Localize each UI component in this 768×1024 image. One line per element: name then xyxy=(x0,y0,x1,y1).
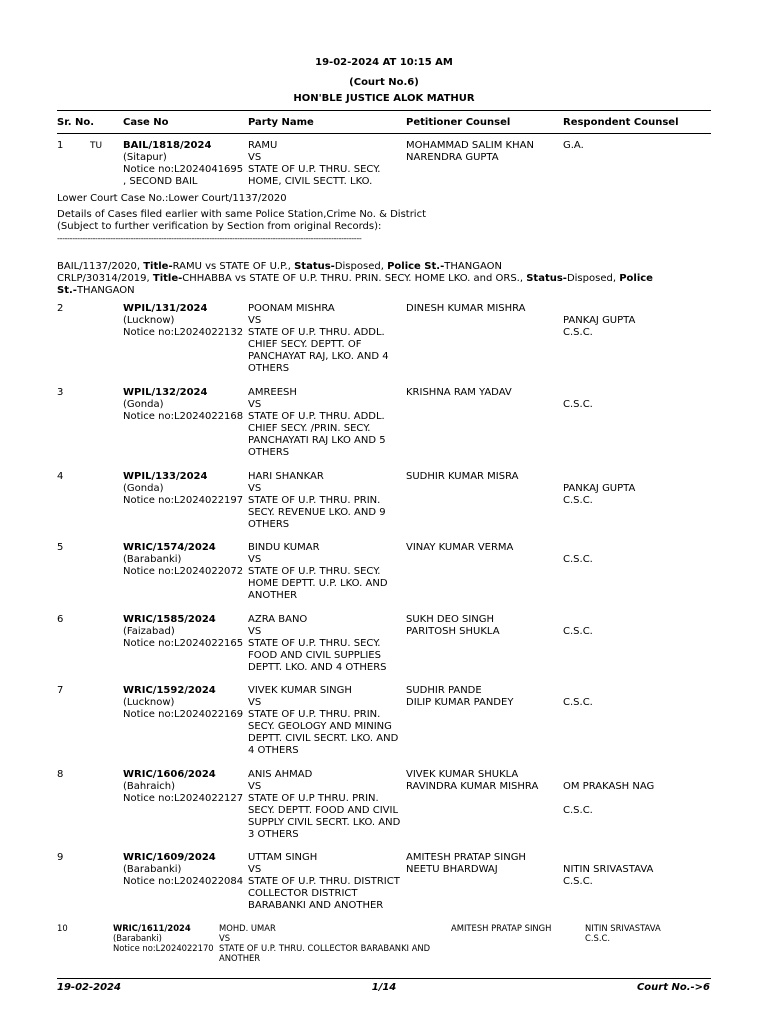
court-number: (Court No.6) xyxy=(349,77,419,88)
police-label: Police xyxy=(619,273,653,284)
petitioner-cell xyxy=(406,614,500,638)
case-no-cell xyxy=(113,923,214,953)
earlier-case-1 xyxy=(57,261,502,273)
respondent-cell xyxy=(563,315,635,339)
party-line: POONAM MISHRA xyxy=(248,303,335,314)
col-case-no: Case No xyxy=(123,117,169,128)
earlier-details-note: (Subject to further verification by Section from original Records): xyxy=(57,221,382,232)
case-number: BAIL/1818/2024 xyxy=(123,140,212,151)
respondent-cell xyxy=(585,923,661,943)
status-label: Status- xyxy=(294,261,335,272)
party-line: STATE OF U.P. THRU. SECY. xyxy=(248,164,381,175)
case-tag: TU xyxy=(90,141,103,151)
respondent-line: C.S.C. xyxy=(563,876,593,887)
case-number: WRIC/1574/2024 xyxy=(123,542,216,553)
case-no-cell xyxy=(123,852,243,888)
party-line: SECY. REVENUE LKO. AND 9 xyxy=(248,507,386,518)
case-district: (Sitapur) xyxy=(123,152,167,163)
party-line: 4 OTHERS xyxy=(248,745,299,756)
case-district: (Lucknow) xyxy=(123,697,175,708)
petitioner-line: DINESH KUMAR MISHRA xyxy=(406,303,526,314)
party-line: VS xyxy=(219,933,231,943)
respondent-line: C.S.C. xyxy=(563,626,593,637)
party-line: VS xyxy=(248,399,262,410)
case-notice: Notice no:L2024022168 xyxy=(123,411,244,422)
footer-court: Court No.->6 xyxy=(636,982,710,993)
party-cell xyxy=(248,852,400,912)
party-line: STATE OF U.P. THRU. SECY. xyxy=(248,638,381,649)
petitioner-cell xyxy=(451,923,551,933)
party-line: CHIEF SECY. /PRIN. SECY. xyxy=(248,423,371,434)
party-line: COLLECTOR DISTRICT xyxy=(248,888,358,899)
earlier-case-2 xyxy=(57,273,653,285)
respondent-cell xyxy=(563,399,593,411)
petitioner-line: KRISHNA RAM YADAV xyxy=(406,387,512,398)
respondent-line: C.S.C. xyxy=(585,933,610,943)
case-number: WRIC/1611/2024 xyxy=(113,923,191,933)
col-petitioner-counsel: Petitioner Counsel xyxy=(406,117,511,128)
respondent-cell xyxy=(563,140,584,152)
case-no-cell xyxy=(123,303,243,339)
party-line: DEPTT. CIVIL SECRT. LKO. AND xyxy=(248,733,399,744)
col-party-name: Party Name xyxy=(248,117,314,128)
party-line: MOHD. UMAR xyxy=(219,923,276,933)
lower-court-case: Lower Court Case No.:Lower Court/1137/2020 xyxy=(57,193,287,204)
petitioner-line: NEETU BHARDWAJ xyxy=(406,864,498,875)
respondent-line: C.S.C. xyxy=(563,399,593,410)
respondent-line: NITIN SRIVASTAVA xyxy=(585,923,661,933)
case-number: WPIL/131/2024 xyxy=(123,303,208,314)
col-sr-no: Sr. No. xyxy=(57,117,95,128)
earlier-title: CHHABBA vs STATE OF U.P. THRU. PRIN. SECY. HOME LKO. and ORS., xyxy=(182,273,527,284)
sr-no: 6 xyxy=(57,614,64,625)
petitioner-cell xyxy=(406,387,512,399)
table-header-rule xyxy=(57,133,711,134)
petitioner-cell xyxy=(406,769,538,793)
footer-date: 19-02-2024 xyxy=(57,982,121,993)
party-line: ANOTHER xyxy=(248,590,298,601)
case-notice-extra: , SECOND BAIL xyxy=(123,176,198,187)
petitioner-line: DILIP KUMAR PANDEY xyxy=(406,697,514,708)
case-notice: Notice no:L2024022169 xyxy=(123,709,244,720)
case-district: (Gonda) xyxy=(123,483,164,494)
party-cell xyxy=(248,471,386,531)
case-district: (Gonda) xyxy=(123,399,164,410)
case-no-cell xyxy=(123,685,243,721)
petitioner-cell xyxy=(406,542,513,554)
respondent-cell xyxy=(563,781,654,817)
justice-name: HON'BLE JUSTICE ALOK MATHUR xyxy=(293,93,475,104)
party-line: VS xyxy=(248,315,262,326)
party-line: FOOD AND CIVIL SUPPLIES xyxy=(248,650,381,661)
police-label: Police St.- xyxy=(387,261,445,272)
case-number: WRIC/1609/2024 xyxy=(123,852,216,863)
respondent-line: C.S.C. xyxy=(563,697,593,708)
party-cell xyxy=(248,303,389,375)
party-line: SECY. DEPTT. FOOD AND CIVIL xyxy=(248,805,399,816)
party-line: STATE OF U.P. THRU. DISTRICT xyxy=(248,876,400,887)
case-no-cell xyxy=(123,614,243,650)
case-no-cell xyxy=(123,140,243,188)
sr-no: 2 xyxy=(57,303,64,314)
police-label: St.- xyxy=(57,285,77,296)
case-number: WPIL/133/2024 xyxy=(123,471,208,482)
col-respondent-counsel: Respondent Counsel xyxy=(563,117,679,128)
respondent-line: C.S.C. xyxy=(563,495,593,506)
petitioner-cell xyxy=(406,140,534,164)
party-line: VS xyxy=(248,152,262,163)
party-line: BINDU KUMAR xyxy=(248,542,320,553)
party-cell xyxy=(248,685,398,757)
case-no-cell xyxy=(123,542,243,578)
sr-no: 7 xyxy=(57,685,64,696)
party-cell xyxy=(248,769,400,841)
petitioner-line: RAVINDRA KUMAR MISHRA xyxy=(406,781,539,792)
dashed-separator: ------------------------------------------------------------------------------------------------------------------------ xyxy=(57,234,362,243)
case-district: (Barabanki) xyxy=(123,864,182,875)
party-line: BARABANKI AND ANOTHER xyxy=(248,900,384,911)
title-label: Title- xyxy=(152,273,183,284)
petitioner-line: AMITESH PRATAP SINGH xyxy=(451,923,552,933)
respondent-line xyxy=(563,793,654,805)
page-number: 1/14 xyxy=(371,982,397,993)
sr-no: 10 xyxy=(57,923,68,933)
petitioner-cell xyxy=(406,685,513,709)
respondent-line: C.S.C. xyxy=(563,554,593,565)
party-line: STATE OF U.P. THRU. ADDL. xyxy=(248,327,385,338)
title-label: Title- xyxy=(143,261,173,272)
case-notice: Notice no:L2024022084 xyxy=(123,876,244,887)
case-notice: Notice no:L2024022127 xyxy=(123,793,244,804)
case-district: (Faizabad) xyxy=(123,626,175,637)
case-district: (Bahraich) xyxy=(123,781,175,792)
petitioner-line: SUDHIR KUMAR MISRA xyxy=(406,471,519,482)
sr-no: 9 xyxy=(57,852,64,863)
case-notice: Notice no:L2024022072 xyxy=(123,566,244,577)
respondent-line: C.S.C. xyxy=(563,805,593,816)
earlier-case-number: BAIL/1137/2020, xyxy=(57,261,144,272)
party-line: SUPPLY CIVIL SECRT. LKO. AND xyxy=(248,817,401,828)
respondent-line: PANKAJ GUPTA xyxy=(563,315,636,326)
case-district: (Barabanki) xyxy=(113,933,162,943)
party-line: PANCHAYAT RAJ, LKO. AND 4 xyxy=(248,351,389,362)
party-cell xyxy=(248,614,387,674)
sr-no: 3 xyxy=(57,387,64,398)
respondent-line: OM PRAKASH NAG xyxy=(563,781,655,792)
table-top-rule xyxy=(57,110,711,111)
party-line: DEPTT. LKO. AND 4 OTHERS xyxy=(248,662,387,673)
petitioner-line: VIVEK KUMAR SHUKLA xyxy=(406,769,519,780)
party-line: OTHERS xyxy=(248,363,290,374)
respondent-cell xyxy=(563,864,653,888)
party-line: 3 OTHERS xyxy=(248,829,299,840)
case-notice: Notice no:L2024022170 xyxy=(113,943,214,953)
party-line: VS xyxy=(248,864,262,875)
petitioner-line: MOHAMMAD SALIM KHAN xyxy=(406,140,534,151)
earlier-title: RAMU vs STATE OF U.P., xyxy=(172,261,295,272)
party-line: UTTAM SINGH xyxy=(248,852,318,863)
petitioner-line: AMITESH PRATAP SINGH xyxy=(406,852,526,863)
party-line: OTHERS xyxy=(248,519,290,530)
case-notice: Notice no:L2024022165 xyxy=(123,638,244,649)
party-line: VS xyxy=(248,697,262,708)
party-cell xyxy=(248,140,380,188)
party-line: ANOTHER xyxy=(219,953,261,963)
respondent-line: NITIN SRIVASTAVA xyxy=(563,864,654,875)
party-cell xyxy=(219,923,430,963)
party-line: STATE OF U.P. THRU. ADDL. xyxy=(248,411,385,422)
respondent-cell xyxy=(563,483,635,507)
party-line: VS xyxy=(248,626,262,637)
footer-rule xyxy=(57,978,711,979)
petitioner-line: NARENDRA GUPTA xyxy=(406,152,499,163)
case-notice: Notice no:L2024041695 xyxy=(123,164,244,175)
sr-no: 5 xyxy=(57,542,64,553)
case-number: WPIL/132/2024 xyxy=(123,387,208,398)
party-line: STATE OF U.P. THRU. PRIN. xyxy=(248,495,381,506)
petitioner-cell xyxy=(406,471,518,483)
cause-list-datetime: 19-02-2024 AT 10:15 AM xyxy=(315,57,453,68)
earlier-status: Disposed, xyxy=(334,261,388,272)
party-line: STATE OF U.P. THRU. SECY. xyxy=(248,566,381,577)
case-notice: Notice no:L2024022197 xyxy=(123,495,244,506)
case-notice: Notice no:L2024022132 xyxy=(123,327,244,338)
petitioner-line: SUKH DEO SINGH xyxy=(406,614,495,625)
case-number: WRIC/1606/2024 xyxy=(123,769,216,780)
party-line: HOME DEPTT. U.P. LKO. AND xyxy=(248,578,388,589)
party-line: AMREESH xyxy=(248,387,297,398)
party-line: AZRA BANO xyxy=(248,614,308,625)
earlier-police-station: THANGAON xyxy=(444,261,502,272)
respondent-line: G.A. xyxy=(563,140,584,151)
case-district: (Lucknow) xyxy=(123,315,175,326)
respondent-line: C.S.C. xyxy=(563,327,593,338)
case-no-cell xyxy=(123,471,243,507)
party-line: ANIS AHMAD xyxy=(248,769,313,780)
party-line: CHIEF SECY. DEPTT. OF xyxy=(248,339,362,350)
party-line: HARI SHANKAR xyxy=(248,471,324,482)
party-line: VS xyxy=(248,781,262,792)
petitioner-line: VINAY KUMAR VERMA xyxy=(406,542,514,553)
respondent-line: PANKAJ GUPTA xyxy=(563,483,636,494)
party-line: STATE OF U.P THRU. PRIN. xyxy=(248,793,379,804)
case-number: WRIC/1585/2024 xyxy=(123,614,216,625)
respondent-cell xyxy=(563,554,593,566)
sr-no: 4 xyxy=(57,471,64,482)
petitioner-line: PARITOSH SHUKLA xyxy=(406,626,500,637)
sr-no: 8 xyxy=(57,769,64,780)
party-line: VIVEK KUMAR SINGH xyxy=(248,685,352,696)
party-line: STATE OF U.P. THRU. PRIN. xyxy=(248,709,381,720)
earlier-case-number: CRLP/30314/2019, xyxy=(57,273,153,284)
respondent-cell xyxy=(563,697,593,709)
case-district: (Barabanki) xyxy=(123,554,182,565)
earlier-police-station: THANGAON xyxy=(76,285,135,296)
petitioner-cell xyxy=(406,303,526,315)
earlier-status: Disposed, xyxy=(566,273,620,284)
petitioner-cell xyxy=(406,852,526,876)
party-line: VS xyxy=(248,554,262,565)
sr-no: 1 xyxy=(57,140,64,151)
party-line: HOME, CIVIL SECTT. LKO. xyxy=(248,176,373,187)
party-line: RAMU xyxy=(248,140,278,151)
case-no-cell xyxy=(123,387,243,423)
party-line: OTHERS xyxy=(248,447,290,458)
party-line: VS xyxy=(248,483,262,494)
party-line: STATE OF U.P. THRU. COLLECTOR BARABANKI AND xyxy=(219,943,431,953)
party-line: SECY. GEOLOGY AND MINING xyxy=(248,721,392,732)
party-line: PANCHAYATI RAJ LKO AND 5 xyxy=(248,435,386,446)
earlier-case-2-cont xyxy=(57,285,135,297)
party-cell xyxy=(248,387,386,459)
case-no-cell xyxy=(123,769,243,805)
respondent-cell xyxy=(563,626,593,638)
petitioner-line: SUDHIR PANDE xyxy=(406,685,482,696)
earlier-details-heading: Details of Cases filed earlier with same Police Station,Crime No. & District xyxy=(57,209,427,220)
status-label: Status- xyxy=(526,273,567,284)
party-cell xyxy=(248,542,388,602)
case-number: WRIC/1592/2024 xyxy=(123,685,216,696)
